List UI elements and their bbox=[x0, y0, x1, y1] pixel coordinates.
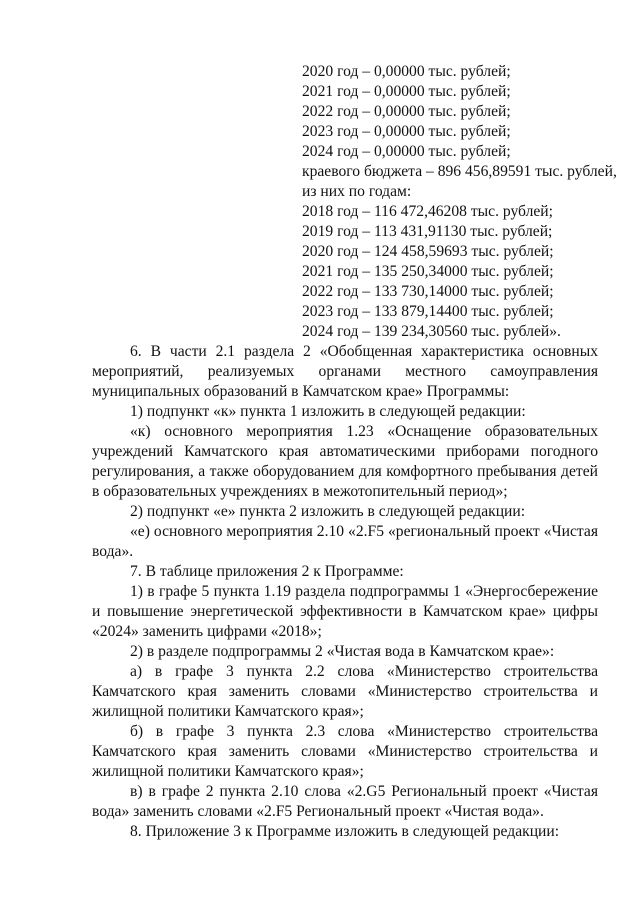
regional-budget-year-2024: 2024 год – 139 234,30560 тыс. рублей». bbox=[302, 323, 561, 340]
paragraph-7-2-b: б) в графе 3 пункта 2.3 слова «Министерство строительства Камчатского края заменить словами «Министерство строительства и жилищной политики Камчатского края»; bbox=[92, 723, 598, 780]
budget-line-2021: 2021 год – 0,00000 тыс. рублей; bbox=[302, 83, 511, 100]
paragraph-8: 8. Приложение 3 к Программе изложить в следующей редакции: bbox=[130, 823, 560, 840]
regional-budget-year-2022: 2022 год – 133 730,14000 тыс. рублей; bbox=[302, 283, 554, 300]
paragraph-7-1: 1) в графе 5 пункта 1.19 раздела подпрограммы 1 «Энергосбережение и повышение энергетической эффективности в Камчатском крае» цифры «2024» заменить цифрами «2018»; bbox=[92, 583, 598, 640]
regional-budget-year-2019: 2019 год – 113 431,91130 тыс. рублей; bbox=[302, 223, 553, 240]
paragraph-6-2-text: «е) основного мероприятия 2.10 «2.F5 «региональный проект «Чистая вода». bbox=[92, 523, 598, 560]
regional-budget-year-2018: 2018 год – 116 472,46208 тыс. рублей; bbox=[302, 203, 553, 220]
regional-budget-year-2020: 2020 год – 124 458,59693 тыс. рублей; bbox=[302, 243, 554, 260]
regional-budget-year-2021: 2021 год – 135 250,34000 тыс. рублей; bbox=[302, 263, 554, 280]
paragraph-7: 7. В таблице приложения 2 к Программе: bbox=[130, 563, 404, 580]
paragraph-6-2: 2) подпункт «е» пункта 2 изложить в следующей редакции: bbox=[130, 503, 526, 520]
paragraph-6-1-text: «к) основного мероприятия 1.23 «Оснащение образовательных учреждений Камчатского края автоматическими приборами погодного регулирования, а также оборудованием для комфортного пребывания детей в образовательных учреждениях в межотопительный период»; bbox=[92, 423, 598, 500]
paragraph-7-2-a: а) в графе 3 пункта 2.2 слова «Министерство строительства Камчатского края заменить словами «Министерство строительства и жилищной политики Камчатского края»; bbox=[92, 663, 598, 720]
regional-budget-subheading: из них по годам: bbox=[302, 183, 412, 200]
regional-budget-heading: краевого бюджета – 896 456,89591 тыс. рублей, bbox=[302, 163, 617, 180]
paragraph-7-2-c: в) в графе 2 пункта 2.10 слова «2.G5 Региональный проект «Чистая вода» заменить словами «2.F5 Региональный проект «Чистая вода». bbox=[92, 783, 598, 820]
budget-line-2022: 2022 год – 0,00000 тыс. рублей; bbox=[302, 103, 511, 120]
paragraph-6: 6. В части 2.1 раздела 2 «Обобщенная характеристика основных мероприятий, реализуемых органами местного самоуправления муниципальных образований в Камчатском крае» Программы: bbox=[92, 343, 598, 400]
budget-line-2023: 2023 год – 0,00000 тыс. рублей; bbox=[302, 123, 511, 140]
regional-budget-year-2023: 2023 год – 133 879,14400 тыс. рублей; bbox=[302, 303, 554, 320]
paragraph-7-2: 2) в разделе подпрограммы 2 «Чистая вода в Камчатском крае»: bbox=[130, 643, 555, 660]
paragraph-6-1: 1) подпункт «к» пункта 1 изложить в следующей редакции: bbox=[130, 403, 526, 420]
budget-line-2024: 2024 год – 0,00000 тыс. рублей; bbox=[302, 143, 511, 160]
budget-line-2020: 2020 год – 0,00000 тыс. рублей; bbox=[302, 63, 511, 80]
